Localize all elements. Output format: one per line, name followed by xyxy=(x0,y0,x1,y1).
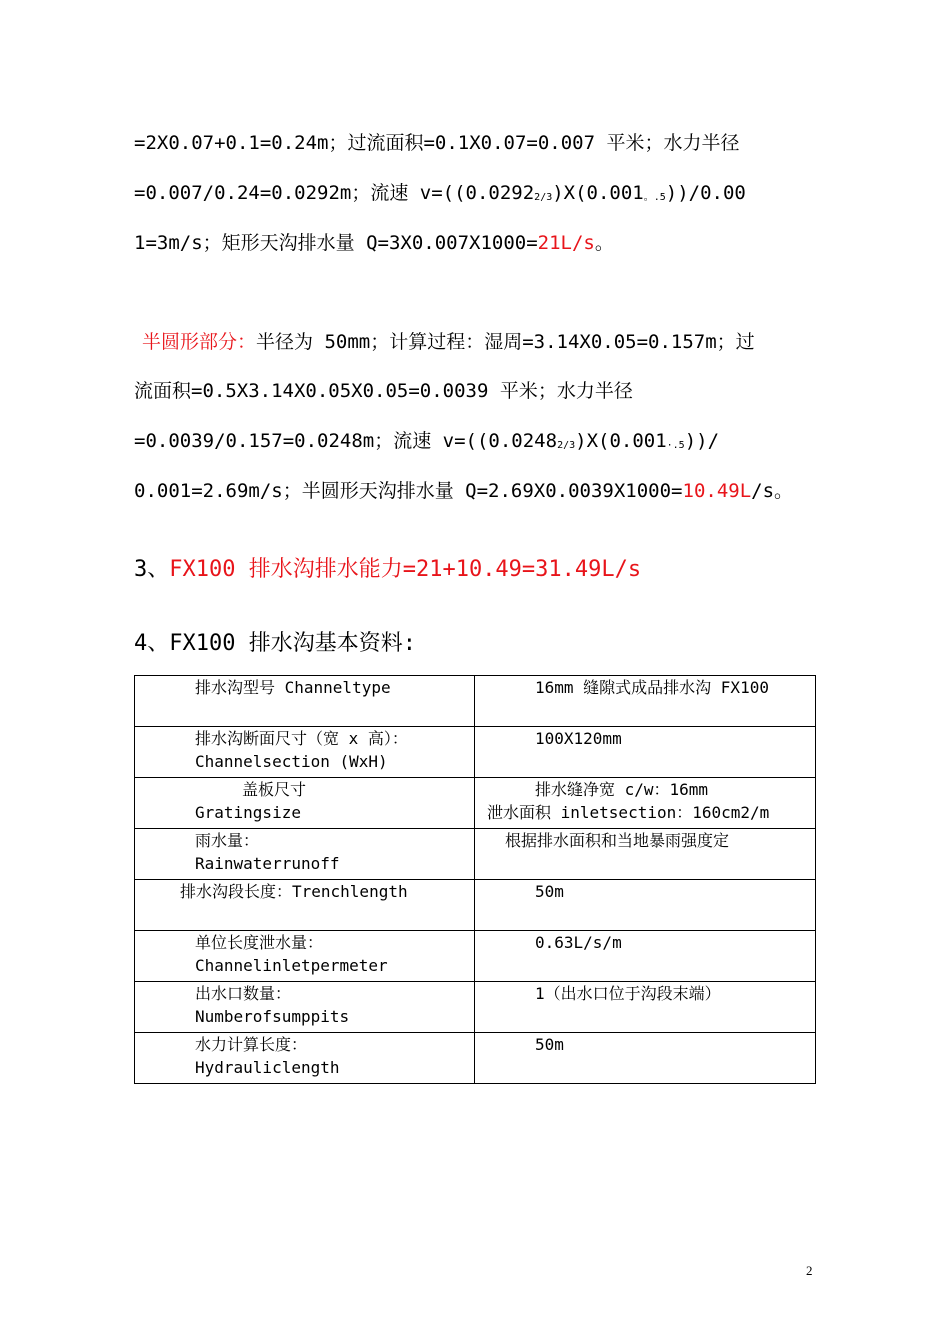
cell-text: 50m xyxy=(535,882,564,901)
cell-text: Rainwaterrunoff xyxy=(195,854,340,873)
page-number: 2 xyxy=(806,1263,813,1278)
table-cell-value xyxy=(475,982,816,1033)
cell-text: Hydrauliclength xyxy=(195,1058,340,1077)
text: )X(0.001 xyxy=(552,182,644,204)
table-cell-label xyxy=(135,829,475,880)
table-cell-label xyxy=(135,727,475,778)
highlight-value: 10.49L xyxy=(682,480,752,502)
cell-text: 雨水量： xyxy=(195,831,260,850)
cell-text xyxy=(475,903,815,904)
table-row xyxy=(135,676,816,727)
text: 半径为 50mm；计算过程：湿周=3.14X0.05=0.157m；过 xyxy=(256,331,755,353)
cell-text: 单位长度泄水量： xyxy=(195,933,324,952)
cell-text: Channelsection (WxH) xyxy=(195,752,388,771)
table-cell-value xyxy=(475,931,816,982)
section-4-title: 4、FX100 排水沟基本资料: xyxy=(134,631,416,656)
section-4-heading xyxy=(134,630,416,658)
section-number: 3、 xyxy=(134,557,170,582)
table-cell-value xyxy=(475,778,816,829)
text: =2X0.07+0.1=0.24m；过流面积=0.1X0.07=0.007 平米；水力半径 xyxy=(134,132,740,154)
table-cell-value xyxy=(475,727,816,778)
cell-text xyxy=(135,699,474,700)
cell-text: 排水沟断面尺寸（宽 x 高）： xyxy=(195,729,408,748)
cell-text xyxy=(475,1005,815,1006)
highlight-value: 21L/s xyxy=(537,232,595,254)
cell-text xyxy=(475,954,815,955)
cell-text: 水力计算长度： xyxy=(195,1035,308,1054)
subscript: 2/3 xyxy=(534,192,553,203)
cell-text xyxy=(475,699,815,700)
cell-text: 1（出水口位于沟段末端） xyxy=(535,984,721,1003)
table-cell-label xyxy=(135,1033,475,1084)
cell-text: 16mm 缝隙式成品排水沟 FX100 xyxy=(535,678,769,697)
table-cell-label xyxy=(135,778,475,829)
cell-text: 根据排水面积和当地暴雨强度定 xyxy=(505,831,730,850)
table-row xyxy=(135,982,816,1033)
text: 1=3m/s；矩形天沟排水量 Q=3X0.007X1000= xyxy=(134,232,538,254)
text: 。 xyxy=(594,232,614,254)
cell-text xyxy=(475,750,815,751)
cell-text: 排水沟段长度：Trenchlength xyxy=(180,882,408,901)
semi-line-4 xyxy=(134,479,793,503)
subscript: ·.5 xyxy=(666,440,685,451)
channel-spec-table xyxy=(134,675,816,1084)
text: /s。 xyxy=(751,480,794,502)
table-row xyxy=(135,931,816,982)
rect-line-2 xyxy=(134,181,746,210)
cell-text: 50m xyxy=(535,1035,564,1054)
rect-line-1 xyxy=(134,131,740,155)
text: ))/0.00 xyxy=(665,182,746,204)
semi-line-1 xyxy=(142,330,755,354)
cell-text: Numberofsumppits xyxy=(195,1007,350,1026)
table-cell-value xyxy=(475,676,816,727)
section-3-heading xyxy=(134,556,641,584)
text: )X(0.001 xyxy=(575,430,667,452)
cell-text xyxy=(475,852,815,853)
cell-text: 排水沟型号 Channeltype xyxy=(195,678,391,697)
cell-text: 100X120mm xyxy=(535,729,622,748)
cell-text xyxy=(475,1056,815,1057)
table-cell-label xyxy=(135,676,475,727)
table-cell-label xyxy=(135,982,475,1033)
table-cell-value xyxy=(475,1033,816,1084)
subscript: 。.5 xyxy=(643,192,666,203)
text: 0.001=2.69m/s；半圆形天沟排水量 Q=2.69X0.0039X1000= xyxy=(134,480,683,502)
table-row xyxy=(135,880,816,931)
table-cell-value xyxy=(475,829,816,880)
cell-text: 排水缝净宽 c/w：16mm xyxy=(535,780,709,799)
text: 流面积=0.5X3.14X0.05X0.05=0.0039 平米；水力半径 xyxy=(134,380,633,402)
rect-line-3 xyxy=(134,231,614,255)
semi-line-2 xyxy=(134,379,633,403)
cell-text: Channelinletpermeter xyxy=(195,956,388,975)
table-cell-label xyxy=(135,931,475,982)
table-row xyxy=(135,1033,816,1084)
table-row xyxy=(135,778,816,829)
table-row xyxy=(135,727,816,778)
section-label: 半圆形部分： xyxy=(142,331,257,353)
table-cell-label xyxy=(135,880,475,931)
table-cell-value xyxy=(475,880,816,931)
section-3-text: FX100 排水沟排水能力=21+10.49=31.49L/s xyxy=(169,557,642,582)
table-row xyxy=(135,829,816,880)
text: ))/ xyxy=(684,430,720,452)
cell-text: Gratingsize xyxy=(195,803,301,822)
text: =0.007/0.24=0.0292m；流速 v=((0.0292 xyxy=(134,182,535,204)
cell-text xyxy=(135,903,474,904)
cell-text: 出水口数量： xyxy=(195,984,292,1003)
text: =0.0039/0.157=0.0248m；流速 v=((0.0248 xyxy=(134,430,558,452)
semi-line-3 xyxy=(134,429,719,458)
cell-text: 0.63L/s/m xyxy=(535,933,622,952)
subscript: 2/3 xyxy=(557,440,576,451)
cell-text: 盖板尺寸 xyxy=(242,780,307,799)
cell-text: 泄水面积 inletsection：160cm2/m xyxy=(487,803,770,822)
